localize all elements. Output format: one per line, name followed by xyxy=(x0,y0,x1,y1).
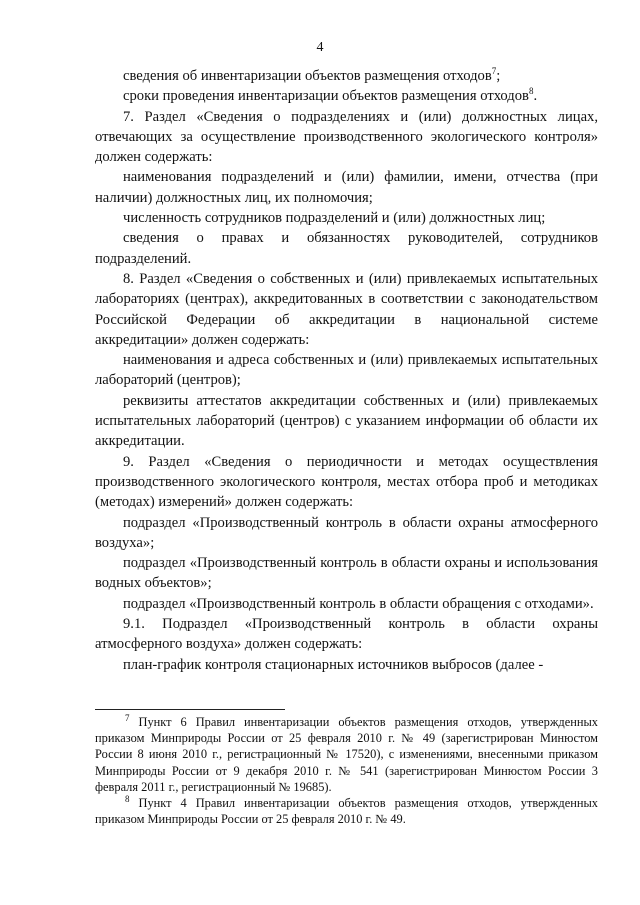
footnote-ref: 7 xyxy=(491,66,497,77)
footnote-mark: 7 xyxy=(125,712,130,723)
paragraph: сведения о правах и обязанностях руководителей, сотрудников подразделений. xyxy=(95,230,598,267)
footnote: $^8$ Пункт 4 Правил инвентаризации объектов размещения отходов, утвержденных приказом Минприроды России от 25 февраля 2010 г. № 49. xyxy=(95,793,598,827)
paragraph: 7. Раздел «Сведения о подразделениях и (или) должностных лицах, отвечающих за осуществление производственного экологического контроля» должен содержать: xyxy=(95,108,598,166)
paragraph: численность сотрудников подразделений и (или) должностных лиц; xyxy=(123,210,546,227)
page-number: 4 xyxy=(316,40,324,55)
paragraph: 9.1. Подраздел «Производственный контроль в области охраны атмосферного воздуха» должен содержать: xyxy=(95,616,598,653)
paragraph: сведения об инвентаризации объектов размещения отходов$^7$; xyxy=(123,66,501,84)
paragraph: план-график контроля стационарных источников выбросов (далее - xyxy=(123,656,544,673)
footnote-mark: 8 xyxy=(125,793,130,804)
footnote: $^7$ Пункт 6 Правил инвентаризации объектов размещения отходов, утвержденных приказом Минприроды России от 25 февраля 2010 г. № 49 (зарегистрирован Минюстом России 8 июня 2010 г., регистрационный № 17520), с изменениями, внесенными приказом Минприроды России от 9 декабря 2010 г. № 541 (зарегистрирован Минюстом России 3 февраля 2011 г., регистрационный № 19685). xyxy=(95,712,598,794)
paragraph: сроки проведения инвентаризации объектов размещения отходов$^8$. xyxy=(123,86,538,105)
footnotes xyxy=(95,714,598,827)
paragraph: наименования подразделений и (или) фамилии, имени, отчества (при наличии) должностных лиц, их полномочия; xyxy=(95,169,598,206)
footnote-ref: 8 xyxy=(528,86,534,97)
paragraph: подраздел «Производственный контроль в области обращения с отходами». xyxy=(123,595,594,612)
paragraph: подраздел «Производственный контроль в области охраны и использования водных объектов»; xyxy=(95,555,598,592)
footnote-separator xyxy=(95,709,285,710)
paragraph: 8. Раздел «Сведения о собственных и (или) привлекаемых испытательных лабораториях (центрах), аккредитованных в соответствии с законодательством Российской Федерации об аккредитации в национальной системе аккредитации» должен содержать: xyxy=(95,270,598,348)
document-body xyxy=(95,66,598,675)
paragraph: наименования и адреса собственных и (или) привлекаемых испытательных лабораторий (центров); xyxy=(95,352,598,389)
paragraph: реквизиты аттестатов аккредитации собственных и (или) привлекаемых испытательных лабораторий (центров) с указанием информации об области их аккредитации. xyxy=(95,392,598,450)
paragraph: 9. Раздел «Сведения о периодичности и методах осуществления производственного экологического контроля, местах отбора проб и методиках (методах) измерений» должен содержать: xyxy=(95,453,598,511)
paragraph: подраздел «Производственный контроль в области охраны атмосферного воздуха»; xyxy=(95,514,598,551)
